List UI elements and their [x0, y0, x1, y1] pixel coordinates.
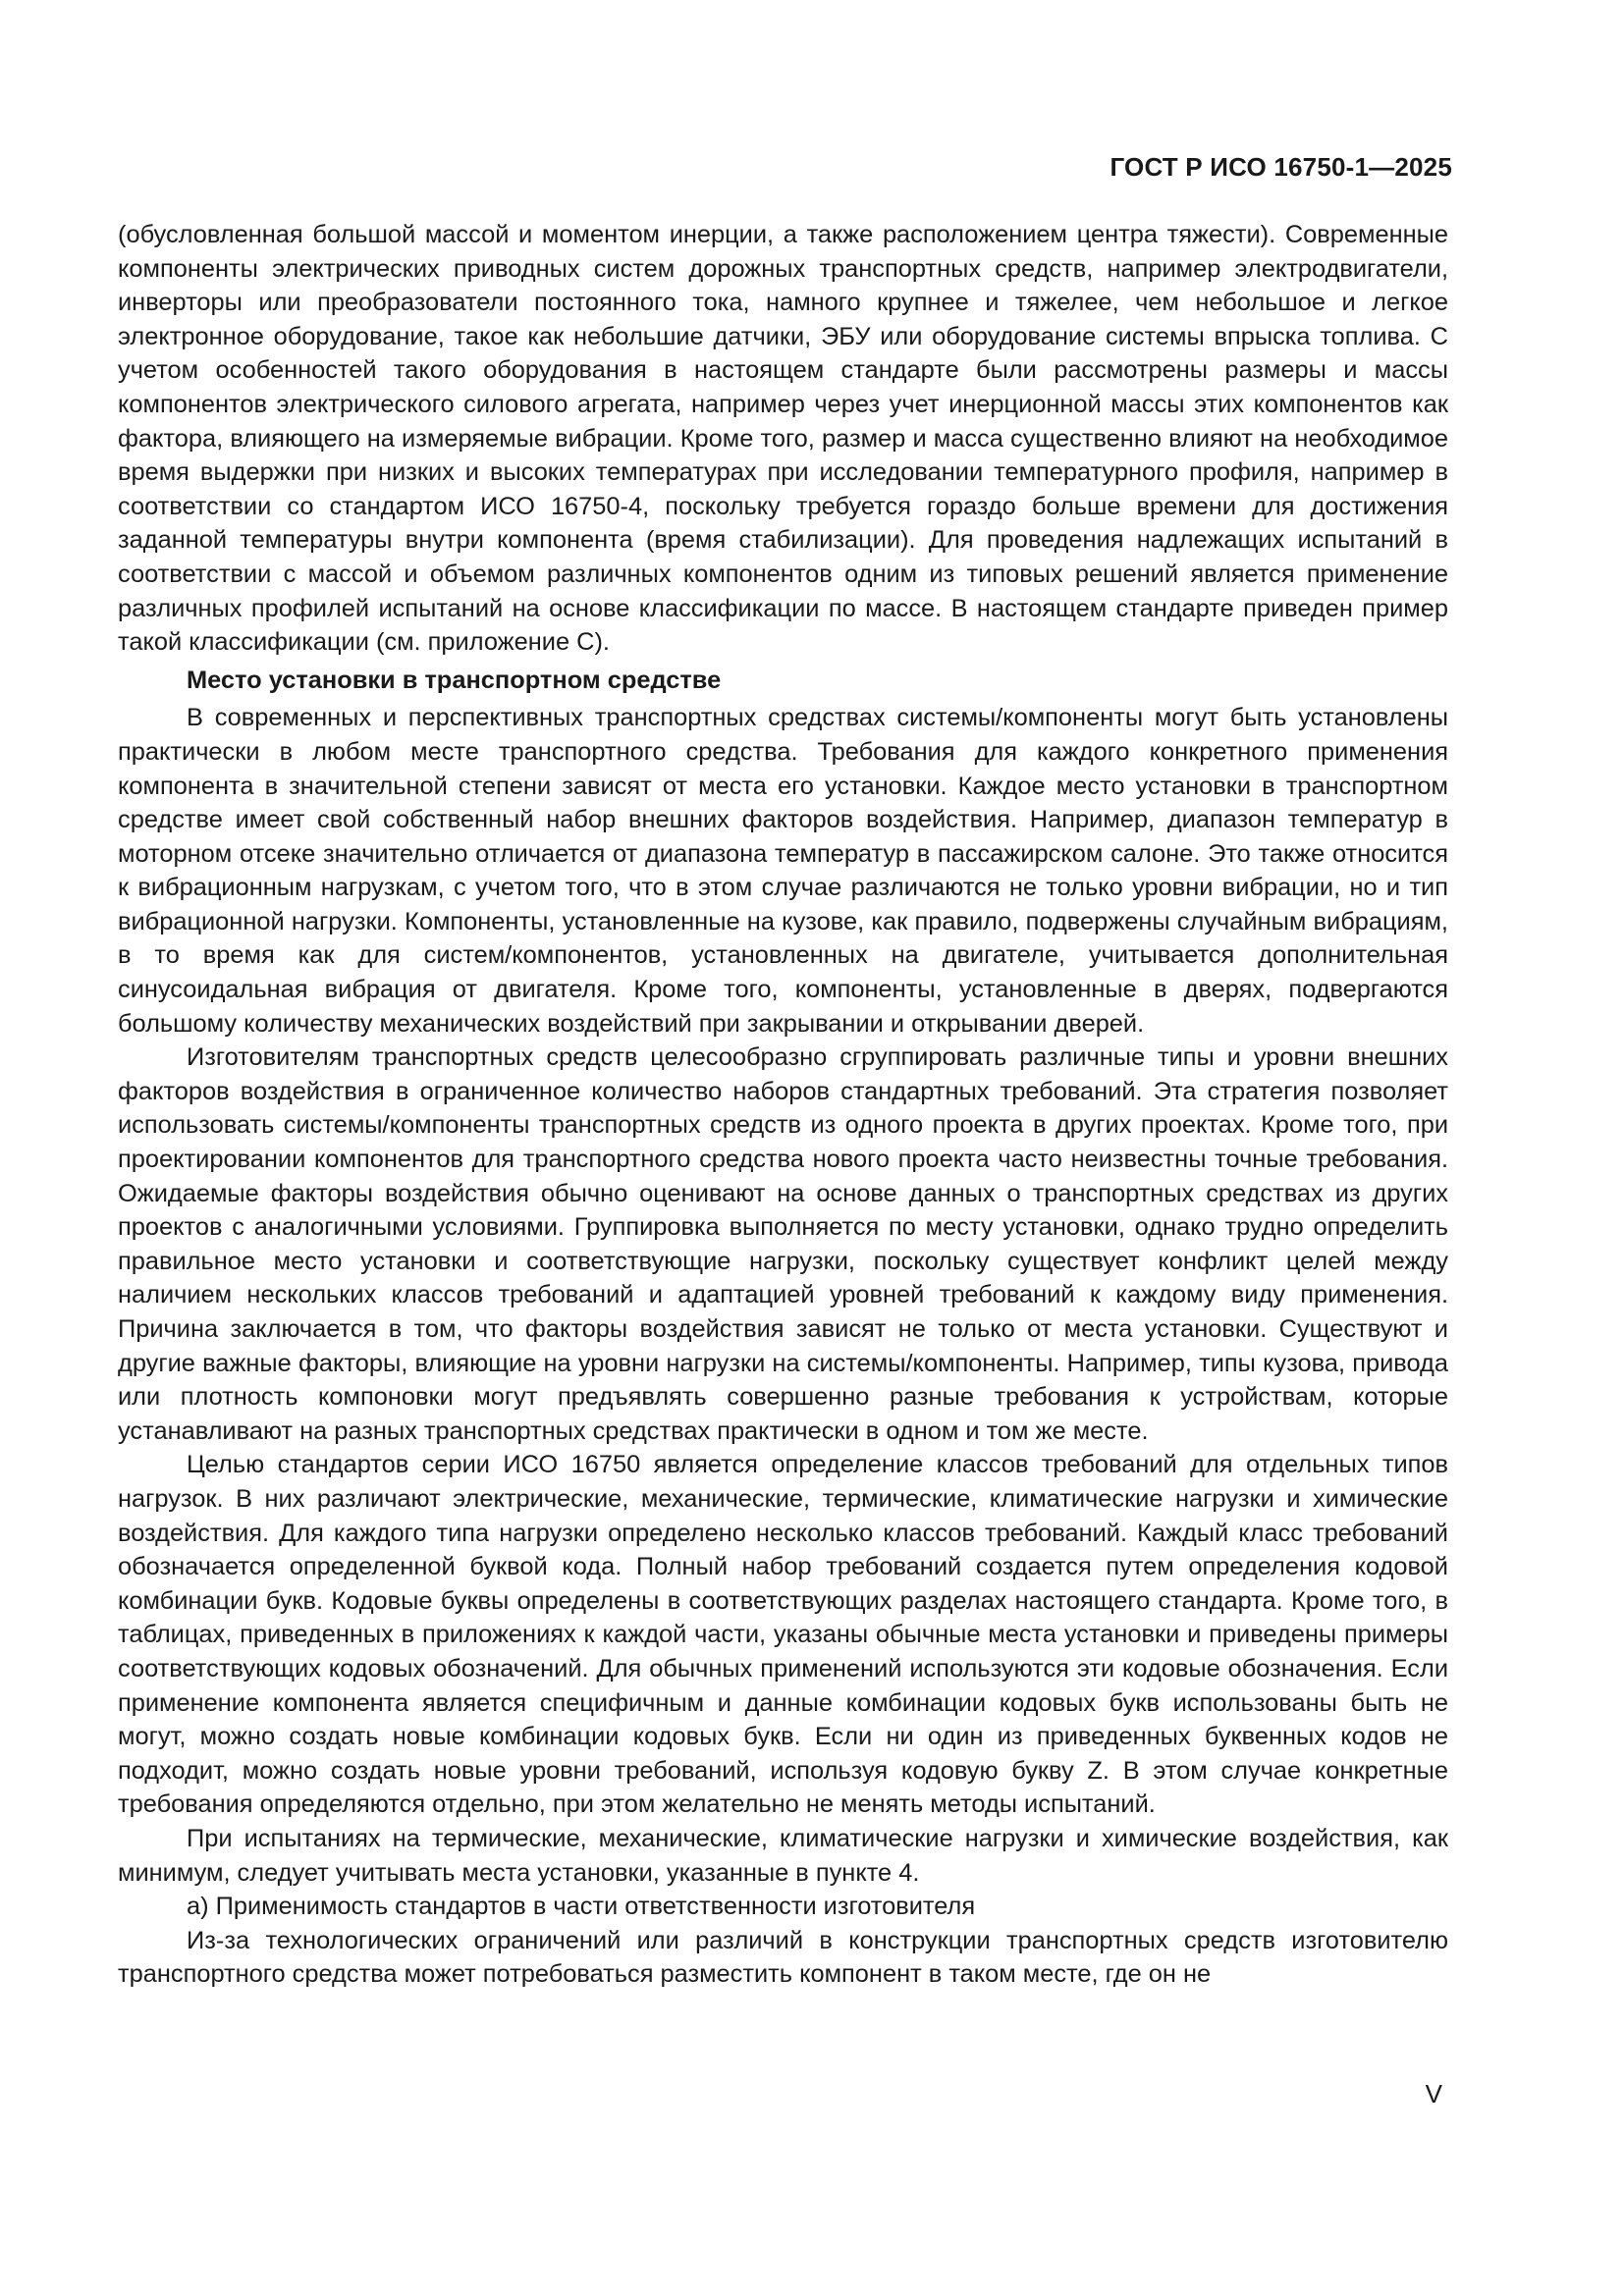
paragraph-technological-limits: Из-за технологических ограничений или различий в конструкции транспортных средств изготовителю транспортного средства может потребоваться разместить компонент в таком месте, где он не — [118, 1926, 1448, 1989]
page-number: V — [1425, 2079, 1442, 2109]
document-body — [118, 218, 1448, 1992]
paragraph-installation-location: В современных и перспективных транспортных средствах системы/компоненты могут быть установлены практически в любом месте транспортного средства. Требования для каждого конкретного применения компонента в значительной степени зависят от места его установки. Каждое место установки в транспортном средстве имеет свой собственный набор внешних факторов воздействия. Например, диапазон температур в моторном отсеке значительно отличается от диапазона температур в пассажирском салоне. Это также относится к вибрационным нагрузкам, с учетом того, что в этом случае различаются не только уровни вибрации, но и тип вибрационной нагрузки. Компоненты, установленные на кузове, как правило, подвержены случайным вибрациям, в то время как для систем/компонентов, установленных на двигателе, учитывается дополнительная синусоидальная вибрация от двигателя. Кроме того, компоненты, установленные в дверях, подвергаются большому количеству механических воздействий при закрывании и открывании дверей. — [118, 704, 1448, 1038]
list-item-a: а) Применимость стандартов в части ответственности изготовителя — [187, 1893, 976, 1921]
paragraph-manufacturers-grouping: Изготовителям транспортных средств целесообразно сгруппировать различные типы и уровни внешних факторов воздействия в ограниченное количество наборов стандартных требований. Эта стратегия позволяет использовать системы/компоненты транспортных средств из одного проекта в других проектах. Кроме того, при проектировании компонентов для транспортного средства нового проекта часто неизвестны точные требования. Ожидаемые факторы воздействия обычно оценивают на основе данных о транспортных средствах из других проектов с аналогичными условиями. Группировка выполняется по месту установки, однако трудно определить правильное место установки и соответствующие нагрузки, поскольку существует конфликт целей между наличием нескольких классов требований и адаптацией уровней требований к каждому виду применения. Причина заключается в том, что факторы воздействия зависят не только от места установки. Существуют и другие важные факторы, влияющие на уровни нагрузки на системы/компоненты. Например, типы кузова, привода или плотность компоновки могут предъявлять совершенно разные требования к устройствам, которые устанавливают на разных транспортных средствах практически в одном и том же месте. — [118, 1043, 1448, 1445]
paragraph-testing-locations: При испытаниях на термические, механические, климатические нагрузки и химические воздействия, как минимум, следует учитывать места установки, указанные в пункте 4. — [118, 1824, 1448, 1887]
paragraph-iso-series-goal: Целью стандартов серии ИСО 16750 является определение классов требований для отдельных типов нагрузок. В них различают электрические, механические, термические, климатические нагрузки и химические воздействия. Для каждого типа нагрузки определено несколько классов требований. Каждый класс требований обозначается определенной буквой кода. Полный набор требований создается путем определения кодовой комбинации букв. Кодовые буквы определены в соответствующих разделах настоящего стандарта. Кроме того, в таблицах, приведенных в приложениях к каждой части, указаны обычные места установки и приведены примеры соответствующих кодовых обозначений. Для обычных применений используются эти кодовые обозначения. Если применение компонента является специфичным и данные комбинации кодовых букв использованы быть не могут, можно создать новые комбинации кодовых букв. Если ни один из приведенных буквенных кодов не подходит, можно создать новые уровни требований, используя кодовую букву Z. В этом случае конкретные требования определяются отдельно, при этом желательно не менять методы испытаний. — [118, 1451, 1448, 1819]
document-code: ГОСТ Р ИСО 16750-1—2025 — [1110, 152, 1452, 182]
section-heading: Место установки в транспортном средстве — [187, 666, 722, 694]
paragraph-continuation: (обусловленная большой массой и моментом инерции, а также расположением центра тяжести). Современные компоненты электрических приводных систем дорожных транспортных средств, например электродвигатели, инверторы или преобразователи постоянного тока, намного крупнее и тяжелее, чем небольшое и легкое электронное оборудование, такое как небольшие датчики, ЭБУ или оборудование системы впрыска топлива. С учетом особенностей такого оборудования в настоящем стандарте были рассмотрены размеры и массы компонентов электрического силового агрегата, например через учет инерционной массы этих компонентов как фактора, влияющего на измеряемые вибрации. Кроме того, размер и масса существенно влияют на необходимое время выдержки при низких и высоких температурах при исследовании температурного профиля, например в соответствии со стандартом ИСО 16750-4, поскольку требуется гораздо больше времени для достижения заданной температуры внутри компонента (время стабилизации). Для проведения надлежащих испытаний в соответствии с массой и объемом различных компонентов одним из типовых решений является применение различных профилей испытаний на основе классификации по массе. В настоящем стандарте приведен пример такой классификации (см. приложение С). — [118, 221, 1448, 657]
